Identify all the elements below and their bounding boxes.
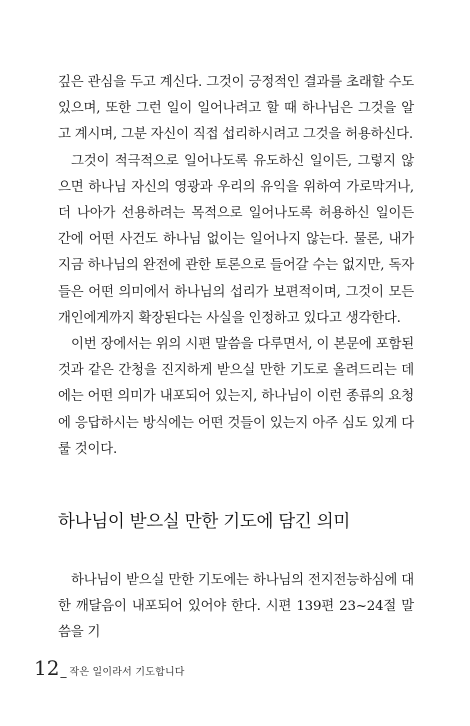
body-text (58, 70, 414, 463)
section-body-text (58, 568, 414, 647)
paragraph: 그것이 적극적으로 일어나도록 유도하신 일이든, 그렇지 않으면 하나님 자신의 영광과 우리의 유익을 위하여 가로막거나, 더 나아가 선용하려는 목적으로 일어나도록 허용하신 일이든 간에 어떤 사건도 하나님 없이는 일어나지 않는다. 물론, 내가 지금 하나님의 완전에 관한 토론으로 들어갈 수는 없지만, 독자들은 어떤 의미에서 하나님의 섭리가 보편적이며, 그것이 모든 개인에게까지 확장된다는 사실을 인정하고 있다고 생각한다. (58, 153, 414, 326)
running-book-title: 작은 일이라서 기도합니다 (69, 667, 185, 678)
paragraph: 하나님이 받으실 만한 기도에는 하나님의 전지전능하심에 대한 깨달음이 내포되어 있어야 한다. 시편 139편 23~24절 말씀을 기 (58, 573, 414, 641)
paragraph: 이번 장에서는 위의 시편 말씀을 다루면서, 이 본문에 포함된 것과 같은 간청을 진지하게 받으실 만한 기도로 올려드리는 데에는 어떤 의미가 내포되어 있는지, 하나님이 이런 종류의 요청에 응답하시는 방식에는 어떤 것들이 있는지 아주 심도 있게 다룰 것이다. (58, 337, 414, 457)
page-number: 12 (34, 656, 60, 680)
footer-separator: _ (60, 664, 67, 678)
paragraph: 깊은 관심을 두고 계신다. 그것이 긍정적인 결과를 초래할 수도 있으며, 또한 그런 일이 일어나려고 할 때 하나님은 그것을 알고 계시며, 그분 자신이 직접 섭리하시려고 그것을 허용하신다. (58, 75, 414, 143)
page-footer (34, 656, 185, 680)
section-heading: 하나님이 받으실 만한 기도에 담긴 의미 (58, 512, 350, 532)
